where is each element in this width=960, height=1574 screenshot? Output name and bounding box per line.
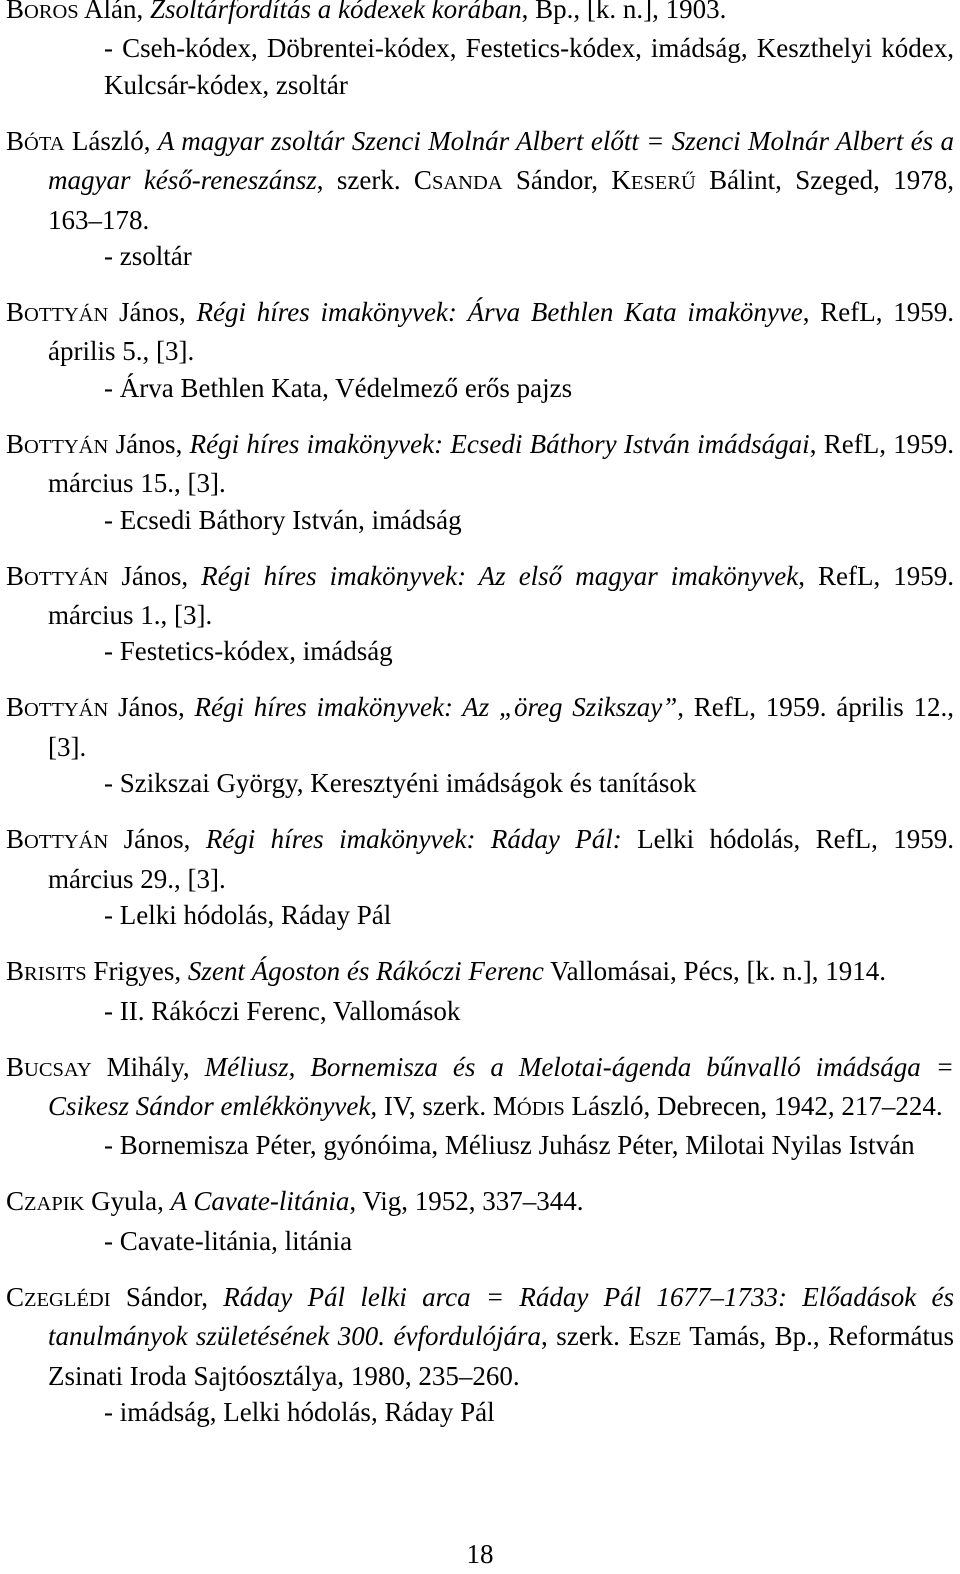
work-title: Méliusz, Bornemisza és a Melotai-ágenda bűnvalló imádsága = Csikesz Sándor emlékkönyvek, (48, 1051, 954, 1121)
editor-surname: ESZE (628, 1321, 682, 1352)
work-title: A magyar zsoltár Szenci Molnár Albert előtt = Szenci Molnár Albert és a magyar késő-reneszánsz (48, 125, 954, 196)
bibliography-entry (6, 0, 954, 103)
page-number: 18 (466, 1539, 494, 1569)
entry-citation: CZEGLÉDI Sándor, Ráday Pál lelki arca = Ráday Pál 1677–1733: Előadások és tanulmányok születésének 300. évfordulójára, szerk. ESZE Tamás, Bp., Református Zsinati Iroda Sajtóosztálya, 1980, 235–260. (6, 1281, 954, 1391)
work-title: Régi híres imakönyvek: Ráday Pál: (205, 824, 622, 855)
entry-keywords: - Szikszai György, Keresztyéni imádságok és tanítások (104, 768, 697, 799)
work-title: Régi híres imakönyvek: Ecsedi Báthory István imádságai (189, 428, 810, 459)
work-title: Szent Ágoston és Rákóczi Ferenc (187, 956, 544, 987)
author-surname: BOTTYÁN (6, 824, 109, 855)
bibliography-entry (6, 1049, 954, 1164)
bibliography-entry (6, 1279, 954, 1431)
author-surname: CZAPIK (6, 1186, 85, 1217)
entry-citation: BÓTA László, A magyar zsoltár Szenci Molnár Albert előtt = Szenci Molnár Albert és a magyar késő-reneszánsz, szerk. CSANDA Sándor, KESERŰ Bálint, Szeged, 1978, 163–178. (6, 125, 954, 235)
bibliography-entry (6, 953, 954, 1029)
work-title: Régi híres imakönyvek: Árva Bethlen Kata imakönyve (196, 297, 803, 328)
work-title: Régi híres imakönyvek: Az első magyar imakönyvek (201, 560, 799, 591)
work-title: Régi híres imakönyvek: Az „öreg Szikszay” (194, 692, 678, 723)
work-title: Ráday Pál lelki arca = Ráday Pál 1677–1733: Előadások és tanulmányok születésének 300. évfordulójára (48, 1281, 954, 1352)
entry-keywords: - Cseh-kódex, Döbrentei-kódex, Festetics-kódex, imádság, Keszthelyi kódex, Kulcsár-kódex, zsoltár (104, 33, 954, 100)
entry-keywords: - Bornemisza Péter, gyónóima, Méliusz Juhász Péter, Milotai Nyilas István (104, 1130, 915, 1161)
author-surname: BRISITS (6, 956, 87, 987)
bibliography-entry (6, 821, 954, 933)
author-surname: BÓTA (6, 125, 65, 156)
entry-keywords: - Cavate-litánia, litánia (104, 1225, 353, 1256)
work-title: A Cavate-litánia (170, 1186, 350, 1217)
bibliography-entry (6, 1183, 954, 1259)
author-surname: BOTTYÁN (6, 428, 109, 459)
entry-citation: BOTTYÁN János, Régi híres imakönyvek: Ecsedi Báthory István imádságai, RefL, 1959. március 15., [3]. (6, 428, 954, 499)
author-surname: BUCSAY (6, 1051, 92, 1082)
entry-citation: CZAPIK Gyula, A Cavate-litánia, Vig, 1952, 337–344. (6, 1186, 584, 1217)
bibliography-entry (6, 689, 954, 801)
entry-citation: BOROS Alán, Zsoltárfordítás a kódexek korában, Bp., [k. n.], 1903. (6, 0, 954, 30)
entry-keywords: - Lelki hódolás, Ráday Pál (104, 900, 392, 931)
entry-keywords: - imádság, Lelki hódolás, Ráday Pál (104, 1396, 495, 1427)
author-surname: BOTTYÁN (6, 297, 109, 328)
editor-surname: CSANDA (413, 165, 503, 196)
entry-keywords: - zsoltár (104, 241, 192, 272)
entry-citation: BOTTYÁN János, Régi híres imakönyvek: Ráday Pál: Lelki hódolás, RefL, 1959. március 29., [3]. (6, 824, 954, 894)
author-surname: BOTTYÁN (6, 692, 109, 723)
author-surname: CZEGLÉDI (6, 1281, 111, 1312)
editor-surname: MÓDIS (492, 1090, 565, 1121)
entry-citation: BRISITS Frigyes, Szent Ágoston és Rákóczi Ferenc Vallomásai, Pécs, [k. n.], 1914. (6, 956, 887, 987)
entry-citation: BUCSAY Mihály, Méliusz, Bornemisza és a Melotai-ágenda bűnvalló imádsága = Csikesz Sándor emlékkönyvek, IV, szerk. MÓDIS László, Debrecen, 1942, 217–224. (6, 1051, 954, 1121)
entry-citation: BOTTYÁN János, Régi híres imakönyvek: Árva Bethlen Kata imakönyve, RefL, 1959. április 5., [3]. (6, 297, 955, 367)
entry-keywords: - Ecsedi Báthory István, imádság (104, 504, 462, 535)
bibliography-entry (6, 426, 954, 538)
bibliography-entry (6, 558, 954, 670)
editor-surname: KESERŰ (611, 165, 696, 196)
author-surname: BOROS (6, 0, 79, 24)
entry-keywords: - Festetics-kódex, imádság (104, 636, 393, 667)
bibliography-entry (6, 294, 954, 406)
entry-citation: BOTTYÁN János, Régi híres imakönyvek: Az első magyar imakönyvek, RefL, 1959. március 1., [3]. (6, 560, 954, 631)
work-title: Zsoltárfordítás a kódexek korában (149, 0, 522, 24)
entry-keywords: - Árva Bethlen Kata, Védelmező erős pajzs (104, 372, 573, 403)
author-surname: BOTTYÁN (6, 560, 109, 591)
entry-keywords: - II. Rákóczi Ferenc, Vallomások (104, 995, 461, 1026)
bibliography-entry (6, 123, 954, 275)
entry-citation: BOTTYÁN János, Régi híres imakönyvek: Az „öreg Szikszay”, RefL, 1959. április 12., [3]. (6, 692, 954, 762)
